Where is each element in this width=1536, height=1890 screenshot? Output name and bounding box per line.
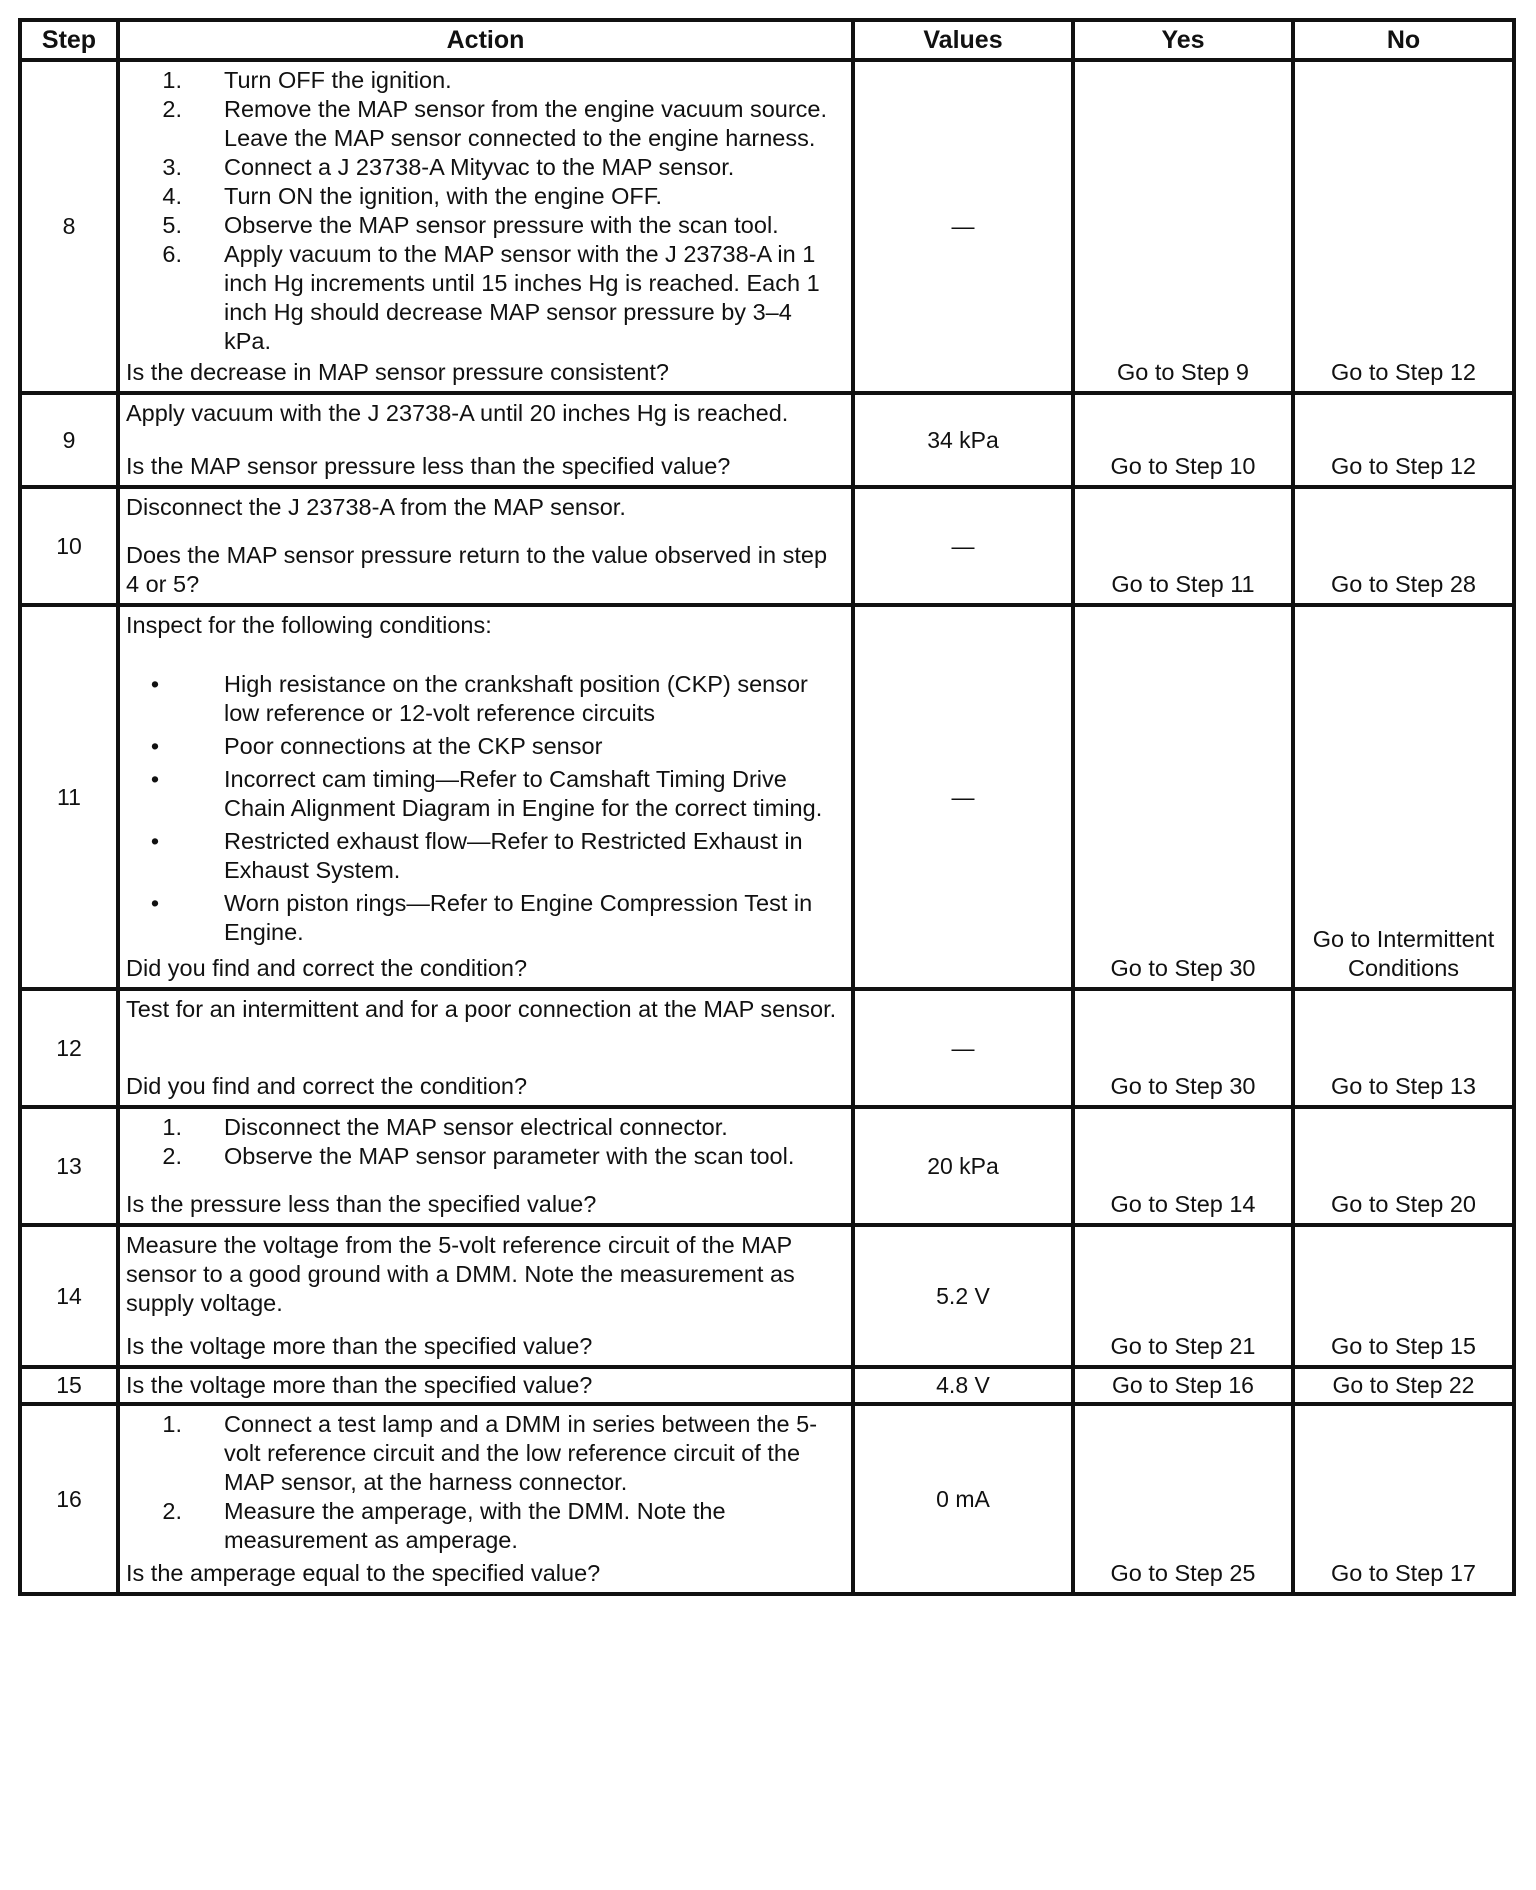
no-cell: Go to Step 20 <box>1293 1107 1514 1225</box>
question-text: Is the voltage more than the specified value? <box>126 1372 593 1398</box>
list-item: 1. Disconnect the MAP sensor electrical connector. <box>162 1114 728 1140</box>
value-cell: — <box>853 989 1073 1107</box>
step-number: 15 <box>20 1367 118 1404</box>
action-cell <box>118 393 853 487</box>
list-item: • Poor connections at the CKP sensor <box>126 732 845 761</box>
step-number: 16 <box>20 1404 118 1594</box>
action-cell <box>118 605 853 989</box>
step-number: 10 <box>20 487 118 605</box>
action-cell <box>118 989 853 1107</box>
list-item: 2. Measure the amperage, with the DMM. Note the measurement as amperage. <box>162 1498 726 1553</box>
table-row-step-10 <box>20 487 1514 605</box>
list-item: • Restricted exhaust flow—Refer to Restricted Exhaust in Exhaust System. <box>126 827 845 885</box>
header-yes: Yes <box>1073 20 1293 60</box>
action-cell <box>118 60 853 393</box>
list-item: • High resistance on the crankshaft position (CKP) sensor low reference or 12-volt reference circuits <box>126 670 845 728</box>
no-cell: Go to Step 15 <box>1293 1225 1514 1367</box>
bullet-icon: • <box>150 671 160 697</box>
yes-cell: Go to Step 30 <box>1073 989 1293 1107</box>
yes-cell: Go to Step 9 <box>1073 60 1293 393</box>
table-row-step-9 <box>20 393 1514 487</box>
no-cell: Go to Step 13 <box>1293 989 1514 1107</box>
action-text: Inspect for the following conditions: <box>126 612 492 638</box>
question-text: Is the decrease in MAP sensor pressure consistent? <box>126 359 669 385</box>
question-text: Is the voltage more than the specified value? <box>126 1333 593 1359</box>
table-row-step-11 <box>20 605 1514 989</box>
question-text: Did you find and correct the condition? <box>126 1073 528 1099</box>
action-cell <box>118 1225 853 1367</box>
yes-cell: Go to Step 16 <box>1073 1367 1293 1404</box>
value-cell: 0 mA <box>853 1404 1073 1594</box>
table-row-step-12 <box>20 989 1514 1107</box>
action-text: Disconnect the J 23738-A from the MAP sensor. <box>126 494 626 520</box>
list-item: 1. Turn OFF the ignition. <box>162 67 452 93</box>
numbered-steps <box>126 1410 845 1555</box>
header-row <box>20 20 1514 60</box>
step-number: 8 <box>20 60 118 393</box>
no-cell: Go to Step 12 <box>1293 393 1514 487</box>
bullet-icon: • <box>150 766 160 792</box>
condition-list <box>126 670 845 951</box>
yes-cell: Go to Step 14 <box>1073 1107 1293 1225</box>
table-row-step-13 <box>20 1107 1514 1225</box>
table-row-step-14 <box>20 1225 1514 1367</box>
step-number: 14 <box>20 1225 118 1367</box>
diagnostic-table <box>18 18 1516 1596</box>
header-values: Values <box>853 20 1073 60</box>
list-item: • Worn piston rings—Refer to Engine Compression Test in Engine. <box>126 889 845 947</box>
value-cell: 5.2 V <box>853 1225 1073 1367</box>
step-number: 12 <box>20 989 118 1107</box>
list-item: 2. Remove the MAP sensor from the engine vacuum source. Leave the MAP sensor connected to the engine harness. <box>162 96 828 151</box>
question-text: Did you find and correct the condition? <box>126 955 528 981</box>
list-item: 2. Observe the MAP sensor parameter with the scan tool. <box>162 1143 795 1169</box>
question-text: Is the pressure less than the specified value? <box>126 1191 597 1217</box>
numbered-steps <box>126 66 845 356</box>
step-number: 9 <box>20 393 118 487</box>
numbered-steps <box>126 1113 845 1171</box>
list-item: 3. Connect a J 23738-A Mityvac to the MAP sensor. <box>162 154 735 180</box>
table-row-step-16 <box>20 1404 1514 1594</box>
yes-cell: Go to Step 21 <box>1073 1225 1293 1367</box>
bullet-icon: • <box>150 733 160 759</box>
action-text: Test for an intermittent and for a poor connection at the MAP sensor. <box>126 996 837 1022</box>
value-cell: — <box>853 605 1073 989</box>
yes-cell: Go to Step 11 <box>1073 487 1293 605</box>
bullet-icon: • <box>150 828 160 854</box>
step-number: 13 <box>20 1107 118 1225</box>
header-step: Step <box>20 20 118 60</box>
yes-cell: Go to Step 30 <box>1073 605 1293 989</box>
list-item: 1. Connect a test lamp and a DMM in series between the 5-volt reference circuit and the low reference circuit of the MAP sensor, at the harness connector. <box>162 1411 818 1495</box>
no-cell: Go to Step 22 <box>1293 1367 1514 1404</box>
value-cell: 20 kPa <box>853 1107 1073 1225</box>
action-cell <box>118 1404 853 1594</box>
no-cell: Go to Step 17 <box>1293 1404 1514 1594</box>
question-text: Is the MAP sensor pressure less than the specified value? <box>126 453 731 479</box>
step-number: 11 <box>20 605 118 989</box>
action-cell <box>118 487 853 605</box>
yes-cell: Go to Step 25 <box>1073 1404 1293 1594</box>
action-text: Measure the voltage from the 5-volt reference circuit of the MAP sensor to a good ground with a DMM. Note the measurement as supply voltage. <box>126 1232 795 1316</box>
value-cell: 34 kPa <box>853 393 1073 487</box>
table-row-step-8 <box>20 60 1514 393</box>
list-item: 5. Observe the MAP sensor pressure with the scan tool. <box>162 212 779 238</box>
header-no: No <box>1293 20 1514 60</box>
header-action: Action <box>118 20 853 60</box>
table-row-step-15 <box>20 1367 1514 1404</box>
no-cell: Go to Step 12 <box>1293 60 1514 393</box>
action-cell <box>118 1367 853 1404</box>
action-text: Apply vacuum with the J 23738-A until 20 inches Hg is reached. <box>126 400 789 426</box>
list-item: • Incorrect cam timing—Refer to Camshaft Timing Drive Chain Alignment Diagram in Engine for the correct timing. <box>126 765 845 823</box>
action-cell <box>118 1107 853 1225</box>
list-item: 4. Turn ON the ignition, with the engine OFF. <box>162 183 663 209</box>
no-cell: Go to Intermittent Conditions <box>1293 605 1514 989</box>
no-cell: Go to Step 28 <box>1293 487 1514 605</box>
bullet-icon: • <box>150 890 160 916</box>
yes-cell: Go to Step 10 <box>1073 393 1293 487</box>
list-item: 6. Apply vacuum to the MAP sensor with the J 23738-A in 1 inch Hg increments until 15 inches Hg is reached. Each 1 inch Hg should decrease MAP sensor pressure by 3–4 kPa. <box>162 241 820 354</box>
value-cell: 4.8 V <box>853 1367 1073 1404</box>
value-cell: — <box>853 60 1073 393</box>
value-cell: — <box>853 487 1073 605</box>
question-text: Is the amperage equal to the specified value? <box>126 1560 601 1586</box>
question-text: Does the MAP sensor pressure return to the value observed in step 4 or 5? <box>126 542 828 597</box>
